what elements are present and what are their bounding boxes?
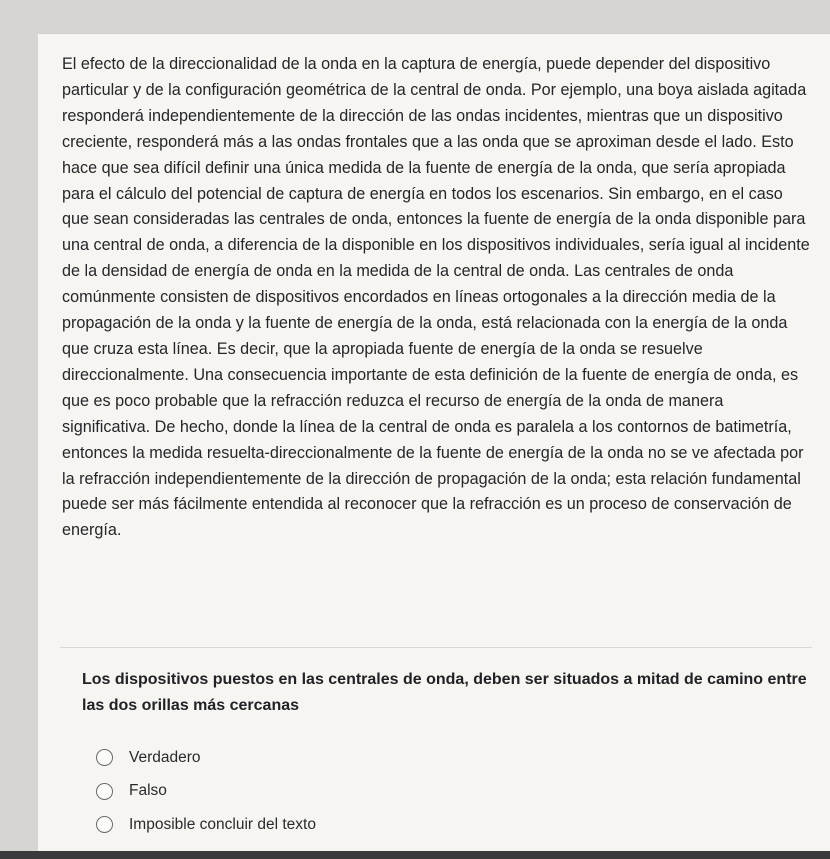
radio-button[interactable] xyxy=(96,816,113,833)
answer-options xyxy=(96,741,316,842)
option-falso[interactable] xyxy=(96,775,316,809)
quiz-page xyxy=(38,33,830,852)
option-label: Verdadero xyxy=(129,748,201,766)
option-label: Falso xyxy=(129,782,167,800)
option-label: Imposible concluir del texto xyxy=(129,815,316,833)
radio-button[interactable] xyxy=(96,749,113,766)
reading-passage: El efecto de la direccionalidad de la onda en la captura de energía, puede depender del dispositivo particular y de la configuración geométrica de la central de onda. Por ejemplo, una boya aislada agitada responderá independientemente de la dirección de las ondas incidentes, mientras que un dispositivo creciente, responderá más a las ondas frontales que a las onda que se aproximan desde el lado. Esto hace que sea difícil definir una única medida de la fuente de energía de la onda, que sería apropiada para el cálculo del potencial de captura de energía en todos los escenarios. Sin embargo, en el caso que sean consideradas las centrales de onda, entonces la fuente de energía de la onda disponible para una central de onda, a diferencia de la disponible en los dispositivos individuales, sería igual al incidente de la densidad de energía de onda en la medida de la central de onda. Las centrales de onda comúnmente consisten de dispositivos encordados en líneas ortogonales a la dirección media de la propagación de la onda y la fuente de energía de la onda, está relacionada con la energía de la onda que cruza esta línea. Es decir, que la apropiada fuente de energía de la onda se resuelve direccionalmente. Una consecuencia importante de esta definición de la fuente de energía de onda, es que es poco probable que la refracción reduzca el recurso de energía de la onda de manera significativa. De hecho, donde la línea de la central de onda es paralela a los contornos de batimetría, entonces la medida resuelta-direccionalmente de la fuente de energía de la onda no se ve afectada por la refracción independientemente de la dirección de propagación de la onda; esta relación fundamental puede ser más fácilmente entendida al reconocer que la refracción es un proceso de conservación de energía. xyxy=(62,55,810,540)
radio-button[interactable] xyxy=(96,783,113,800)
question-text: Los dispositivos puestos en las centrales de onda, deben ser situados a mitad de camino entre las dos orillas más cercanas xyxy=(82,671,807,714)
bottom-bar xyxy=(0,851,830,859)
option-verdadero[interactable] xyxy=(96,741,316,775)
option-imposible-concluir[interactable] xyxy=(96,808,316,842)
divider xyxy=(60,647,812,648)
